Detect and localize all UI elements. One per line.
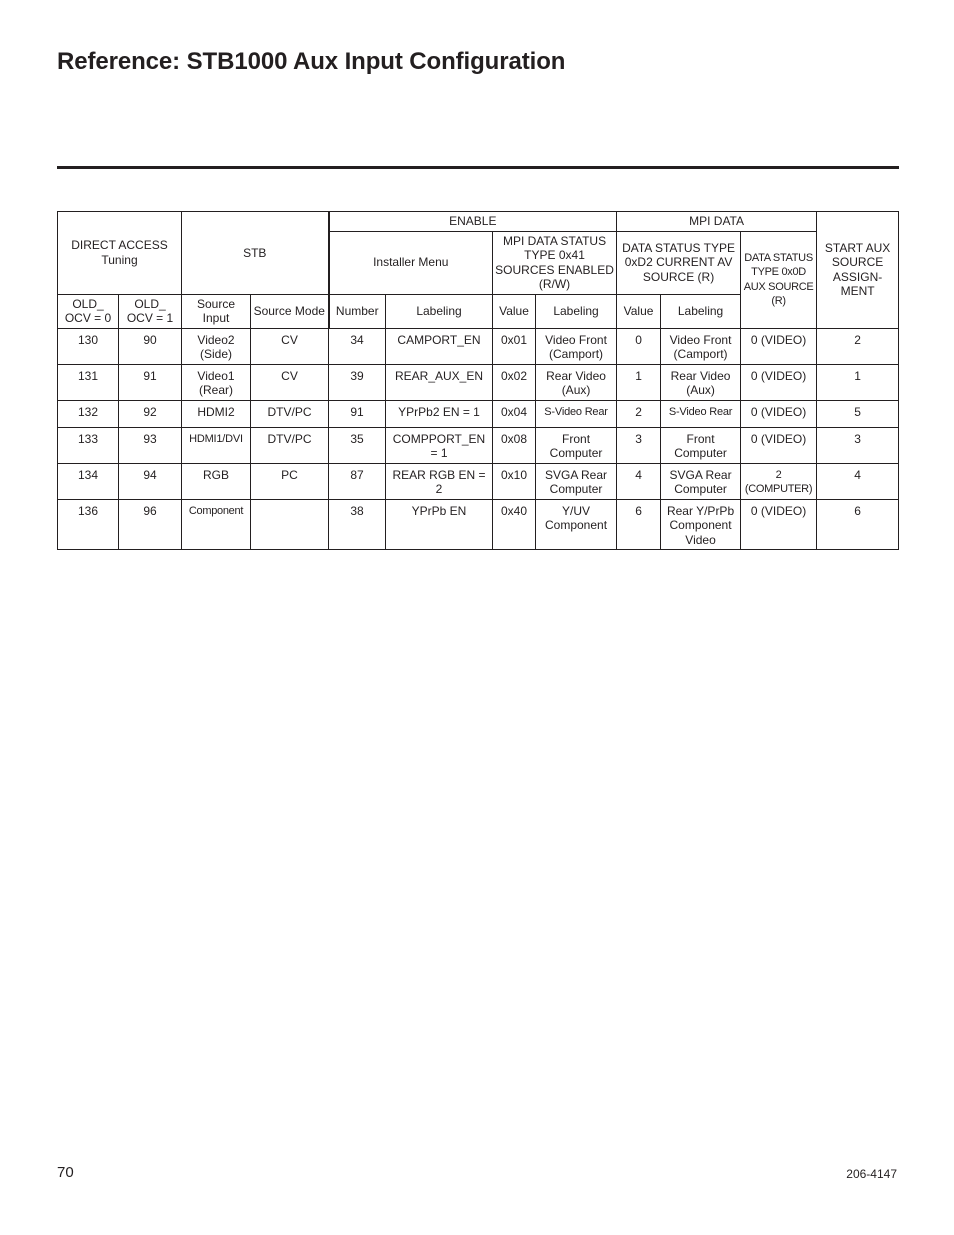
aux-input-config-table bbox=[57, 211, 899, 550]
table-cell: 131 bbox=[58, 364, 119, 400]
table-cell: 91 bbox=[119, 364, 182, 400]
table-cell: 35 bbox=[329, 427, 386, 463]
table-cell: DTV/PC bbox=[251, 427, 329, 463]
table-cell: 90 bbox=[119, 328, 182, 364]
table-cell: 0 bbox=[617, 328, 661, 364]
table-cell: 6 bbox=[817, 499, 899, 550]
table-cell: 4 bbox=[817, 463, 899, 499]
table-cell: 34 bbox=[329, 328, 386, 364]
table-cell: 0x08 bbox=[493, 427, 536, 463]
table-cell: S-Video Rear bbox=[536, 400, 617, 427]
column-header: Number bbox=[329, 294, 386, 328]
table-cell: 0 (VIDEO) bbox=[741, 364, 817, 400]
table-cell: 0x40 bbox=[493, 499, 536, 550]
table-cell: Video Front (Camport) bbox=[661, 328, 741, 364]
table-cell: 1 bbox=[617, 364, 661, 400]
table-row bbox=[58, 400, 899, 427]
table-cell: 0x10 bbox=[493, 463, 536, 499]
table-cell: SVGA Rear Computer bbox=[536, 463, 617, 499]
table-cell: 130 bbox=[58, 328, 119, 364]
table-cell: 4 bbox=[617, 463, 661, 499]
table-cell: REAR_AUX_EN bbox=[386, 364, 493, 400]
table-cell: 93 bbox=[119, 427, 182, 463]
direct-access-sublabel: Tuning bbox=[101, 252, 138, 267]
table-cell: HDMI2 bbox=[182, 400, 251, 427]
table-cell: COMPPORT_EN = 1 bbox=[386, 427, 493, 463]
column-header: OLD_ OCV = 0 bbox=[58, 294, 119, 328]
table-cell: 133 bbox=[58, 427, 119, 463]
title-rule bbox=[57, 166, 899, 169]
stb-header: STB bbox=[182, 212, 329, 295]
table-cell: 94 bbox=[119, 463, 182, 499]
table-cell: 0 (VIDEO) bbox=[741, 499, 817, 550]
table-cell: S-Video Rear bbox=[661, 400, 741, 427]
start-aux-header: START AUX SOURCE ASSIGN- MENT bbox=[817, 212, 899, 329]
mpi-status-0x41-header: MPI DATA STATUS TYPE 0x41 SOURCES ENABLED (R/W) bbox=[493, 231, 617, 294]
table-cell: 0x04 bbox=[493, 400, 536, 427]
direct-access-header bbox=[58, 212, 182, 295]
table-cell: Component bbox=[182, 499, 251, 550]
table-row bbox=[58, 364, 899, 400]
table-cell: Rear Video (Aux) bbox=[536, 364, 617, 400]
table-row bbox=[58, 328, 899, 364]
page-title: Reference: STB1000 Aux Input Configuration bbox=[57, 48, 566, 75]
table-cell: Front Computer bbox=[661, 427, 741, 463]
table-cell: Rear Video (Aux) bbox=[661, 364, 741, 400]
table-cell: CV bbox=[251, 364, 329, 400]
table-cell: Video Front (Camport) bbox=[536, 328, 617, 364]
table-cell: 2 bbox=[817, 328, 899, 364]
table-cell: REAR RGB EN = 2 bbox=[386, 463, 493, 499]
page-number: 70 bbox=[57, 1164, 74, 1181]
table-cell: CAMPORT_EN bbox=[386, 328, 493, 364]
table-cell: 2 bbox=[617, 400, 661, 427]
table-cell: RGB bbox=[182, 463, 251, 499]
table-cell: 136 bbox=[58, 499, 119, 550]
column-header: Value bbox=[493, 294, 536, 328]
table-cell: HDMI1/DVI bbox=[182, 427, 251, 463]
table-cell bbox=[251, 499, 329, 550]
table-cell: Y/UV Component bbox=[536, 499, 617, 550]
document-number: 206-4147 bbox=[846, 1167, 897, 1181]
table-cell: CV bbox=[251, 328, 329, 364]
table-cell: 5 bbox=[817, 400, 899, 427]
table-cell: 3 bbox=[617, 427, 661, 463]
column-header: Labeling bbox=[386, 294, 493, 328]
table-row bbox=[58, 499, 899, 550]
enable-header: ENABLE bbox=[329, 212, 617, 232]
table-cell: 134 bbox=[58, 463, 119, 499]
table-cell: PC bbox=[251, 463, 329, 499]
table-cell: Video1 (Rear) bbox=[182, 364, 251, 400]
table-cell: Video2 (Side) bbox=[182, 328, 251, 364]
table-cell: Front Computer bbox=[536, 427, 617, 463]
table-row bbox=[58, 463, 899, 499]
table-cell: 0 (VIDEO) bbox=[741, 328, 817, 364]
table-cell: SVGA Rear Computer bbox=[661, 463, 741, 499]
table-cell: 3 bbox=[817, 427, 899, 463]
column-header: Labeling bbox=[536, 294, 617, 328]
column-header: Source Mode bbox=[251, 294, 329, 328]
table-cell: YPrPb2 EN = 1 bbox=[386, 400, 493, 427]
table-row bbox=[58, 427, 899, 463]
table-cell: 1 bbox=[817, 364, 899, 400]
status-0x0d-header: DATA STATUS TYPE 0x0D AUX SOURCE (R) bbox=[741, 231, 817, 328]
column-header: Labeling bbox=[661, 294, 741, 328]
installer-menu-header: Installer Menu bbox=[329, 231, 493, 294]
table-cell: 39 bbox=[329, 364, 386, 400]
table-cell: 132 bbox=[58, 400, 119, 427]
column-header: Source Input bbox=[182, 294, 251, 328]
column-header: Value bbox=[617, 294, 661, 328]
table-cell: 96 bbox=[119, 499, 182, 550]
table-cell: YPrPb EN bbox=[386, 499, 493, 550]
table-cell: 0 (VIDEO) bbox=[741, 400, 817, 427]
table-cell: 91 bbox=[329, 400, 386, 427]
table-cell: 92 bbox=[119, 400, 182, 427]
status-0xd2-header: DATA STATUS TYPE 0xD2 CURRENT AV SOURCE (R) bbox=[617, 231, 741, 294]
table-cell: 87 bbox=[329, 463, 386, 499]
mpi-data-header: MPI DATA bbox=[617, 212, 817, 232]
table-cell: 6 bbox=[617, 499, 661, 550]
column-header: OLD_ OCV = 1 bbox=[119, 294, 182, 328]
table-cell: 0x01 bbox=[493, 328, 536, 364]
table-cell: 0 (VIDEO) bbox=[741, 427, 817, 463]
table-cell: DTV/PC bbox=[251, 400, 329, 427]
table-cell: 38 bbox=[329, 499, 386, 550]
table-cell: Rear Y/PrPb Component Video bbox=[661, 499, 741, 550]
table-cell: 2 (COMPUTER) bbox=[741, 463, 817, 499]
direct-access-label: DIRECT ACCESS bbox=[71, 238, 168, 253]
table-cell: 0x02 bbox=[493, 364, 536, 400]
